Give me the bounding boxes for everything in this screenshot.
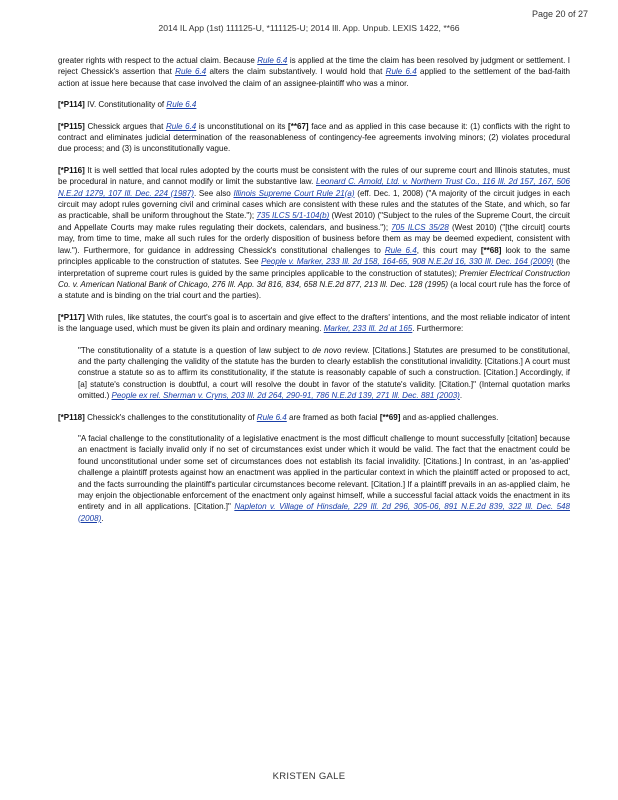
text: Chessick argues that	[84, 121, 166, 131]
paragraph-continuation	[58, 55, 570, 89]
text: review. [Citations.] Statutes are presumed to be constitutional, and the party challenging the validity of the statute has the burden to clearly establish the constitutional invalidity. [Citations.] A court must construe a statute so as to affirm its constitutionality, if the statute is reasonably capable of such a construction. [Citation.] Accordingly, if [a] statute's construction is doubtful, a court will resolve the doubt in favor of the statute's validity. [Citation.]" (Internal quotation marks omitted.)	[78, 345, 571, 401]
case-link[interactable]: Marker, 233 Ill. 2d at 165	[323, 324, 413, 334]
case-name: Premier Electrical Construction Co. v. American National Bank of Chicago, 276 Ill. App. 3d 816, 834, 658 N.E.2d 877, 213 Ill. Dec. 128 (1995)	[58, 268, 570, 289]
text: IV. Constitutionality of	[84, 100, 167, 110]
text: .	[101, 513, 104, 523]
text: "The constitutionality of a statute is a question of law subject to	[78, 345, 313, 355]
text: With rules, like statutes, the court's goal is to ascertain and give effect to the drafters' intentions, and the most reliable indicator of intent is the language used, which must be given its plain and ordinary meaning.	[58, 312, 570, 334]
document-body	[58, 55, 570, 534]
pin-cite: [*P116]	[58, 165, 85, 175]
case-link[interactable]: People ex rel. Sherman v. Cryns, 203 Ill. 2d 264, 290-91, 786 N.E.2d 139, 271 Ill. Dec. 881 (2003)	[111, 391, 460, 401]
text: . Furthermore:	[412, 324, 464, 334]
rule-link[interactable]: Illinois Supreme Court Rule 21(a)	[233, 188, 355, 198]
star-page: [**68]	[480, 245, 502, 255]
paragraph-117	[58, 312, 570, 335]
pin-cite: [*P118]	[58, 412, 85, 422]
text: applied to the settlement of the bad-faith action at issue here because that case involved the claim of an assignee-plaintiff who was a minor.	[58, 67, 570, 88]
rule-link[interactable]: Rule 6.4	[257, 56, 288, 65]
pin-cite: [*P114]	[58, 100, 85, 110]
text: (eff. Dec. 1, 2008) ("A majority of the circuit judges in each circuit may adopt rules governing civil and criminal cases which are consistent with these rules and the statutes of the State, and which, so far as practicable, shall be uniform throughout the State.");	[58, 188, 570, 221]
block-quote	[78, 433, 570, 524]
rule-link[interactable]: Rule 6.4	[175, 67, 207, 77]
star-page: [**69]	[379, 412, 401, 422]
block-quote	[78, 345, 570, 402]
statute-link[interactable]: 735 ILCS 5/1-104(b)	[256, 211, 330, 221]
text: .	[459, 391, 463, 401]
text: greater rights with respect to the actual claim. Because	[58, 56, 258, 65]
case-citation-header: 2014 IL App (1st) 111125-U, *111125-U; 2014 Ill. App. Unpub. LEXIS 1422, **66	[158, 23, 460, 33]
case-link[interactable]: Leonard C. Arnold, Ltd. v. Northern Trust Co., 116 Ill. 2d 157, 167, 506 N.E.2d 1279, 107 Ill. Dec. 224 (1987)	[58, 177, 571, 198]
text: face and as applied in this case because it: (1) conflicts with the right to contract and eliminates judicial determination of the reasonableness of contingency-fee agreements involving minors; (2) violates procedural due process; and (3) is unconstitutionally vague.	[58, 121, 570, 154]
paragraph-118	[58, 412, 570, 423]
text: is applied at the time the claim has been resolved by judgment or settlement. I reject Chessick's assertion that	[58, 56, 570, 77]
text: and as-applied challenges.	[400, 412, 499, 422]
text: Chessick's challenges to the constitutionality of	[84, 412, 257, 422]
paragraph-115	[58, 121, 570, 155]
text: , this court may	[416, 245, 481, 255]
case-link[interactable]: People v. Marker, 233 Ill. 2d 158, 164-65, 908 N.E.2d 16, 330 Ill. Dec. 164 (2009)	[261, 257, 554, 267]
text: look to the same principles applicable to the construction of statutes. See	[58, 245, 570, 267]
rule-link[interactable]: Rule 6.4	[165, 121, 197, 131]
text: (West 2010) ("[the circuit] courts may, from time to time, make all such rules for the orderly disposition of business before them as may be deemed expedient, consistent with law."). Furthermore, for guidance in addressing Chessick's constitutional challenges to	[58, 222, 570, 255]
case-link[interactable]: Napleton v. Village of Hinsdale, 229 Ill. 2d 296, 305-06, 891 N.E.2d 839, 322 Ill. Dec. 548 (2008)	[78, 502, 571, 523]
statute-link[interactable]: 705 ILCS 35/28	[391, 222, 449, 232]
text: are framed as both facial	[286, 412, 380, 422]
rule-link[interactable]: Rule 6.4	[384, 245, 417, 255]
pin-cite: [*P117]	[58, 312, 85, 322]
text: (the interpretation of supreme court rules is guided by the same principles applicable to the construction of statutes);	[58, 257, 570, 278]
text: "A facial challenge to the constitutionality of a legislative enactment is the most difficult challenge to mount successfully [citation] because an enactment is facially invalid only if no set of circumstances exist under which it would be valid. The fact that the enactment could be found unconstitutional under some set of circumstances does not establish its facial invalidity. [Citations.] In contrast, in an 'as-applied' challenge a plaintiff protests against how an enactment was applied in the particular context in which the plaintiff acted or proposed to act, and the facts surrounding the plaintiff's particular circumstances become relevant. [Citation.] If a plaintiff prevails in an as-applied claim, he may enjoin the objectionable enforcement of the enactment only against himself, while a successful facial attack voids the enactment in its entirety and in all applications. [Citation.]"	[78, 433, 570, 512]
text: (West 2010) ("Subject to the rules of the Supreme Court, the circuit and Appellate Courts may make rules regulating their dockets, calendars, and business.");	[58, 211, 570, 232]
text: (a local court rule has the force of a statute and is binding on the trial court and the parties).	[58, 279, 570, 301]
text: is unconstitutional on its	[196, 121, 289, 131]
paragraph-116	[58, 165, 570, 302]
pin-cite: [*P115]	[58, 121, 85, 131]
page-number: Page 20 of 27	[531, 9, 588, 19]
emphasis: de novo	[312, 345, 342, 355]
rule-link[interactable]: Rule 6.4	[166, 100, 197, 110]
section-heading	[58, 99, 570, 110]
page-footer: KRISTEN GALE	[272, 771, 346, 782]
text: alters the claim substantively. I would hold that	[206, 67, 386, 77]
rule-link[interactable]: Rule 6.4	[385, 67, 417, 77]
star-page: [**67]	[288, 121, 309, 131]
text: . See also	[193, 188, 234, 198]
text: It is well settled that local rules adopted by the courts must be consistent with the rules of our supreme court and Illinois statutes, must be procedural in nature, and cannot modify or limit the substantive law.	[58, 165, 570, 187]
rule-link[interactable]: Rule 6.4	[256, 412, 287, 422]
